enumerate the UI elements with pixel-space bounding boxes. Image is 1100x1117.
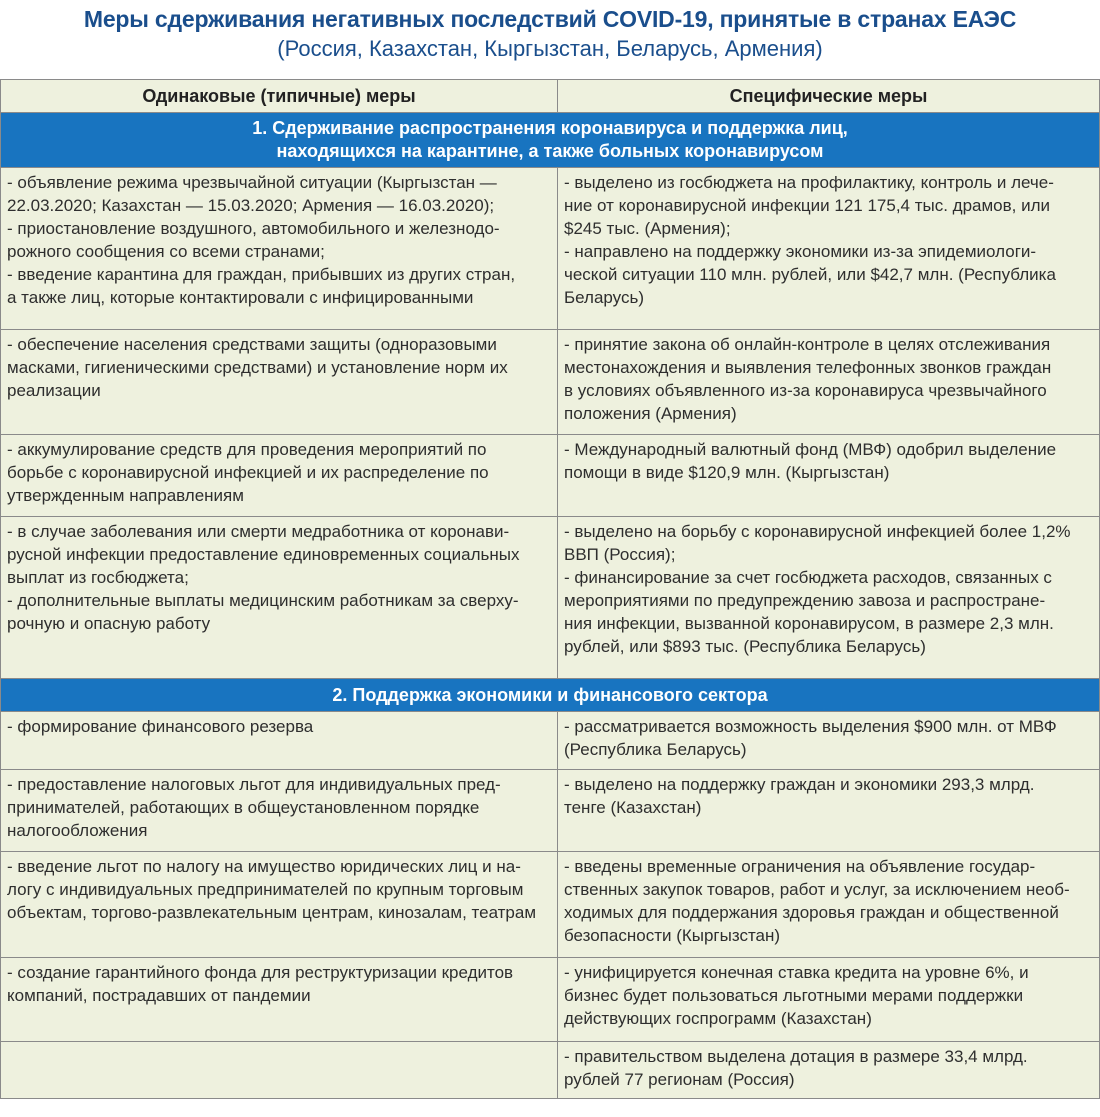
table-row [1,517,1100,679]
table-row [1,958,1100,1042]
typical-measure-cell: - в случае заболевания или смерти медработника от коронави- русной инфекции предоставление единовременных социальных выплат из госбюджета; - дополнительные выплаты медицинским работникам за сверху- рочную и опасную работу [1,517,558,679]
specific-measure-cell: - унифицируется конечная ставка кредита на уровне 6%, и бизнес будет пользоваться льготными мерами поддержки действующих госпрограмм (Казахстан) [558,958,1100,1042]
typical-measure-cell: - создание гарантийного фонда для реструктуризации кредитов компаний, пострадавших от пандемии [1,958,558,1042]
table-row [1,330,1100,435]
column-header-typical: Одинаковые (типичные) меры [1,80,558,113]
section-row [1,113,1100,168]
table-row [1,712,1100,770]
specific-measure-cell: - введены временные ограничения на объявление государ- ственных закупок товаров, работ и услуг, за исключением необ- ходимых для поддержания здоровья граждан и общественной безопасности (Кыргызстан) [558,852,1100,958]
section-row [1,679,1100,712]
typical-measure-cell: - формирование финансового резерва [1,712,558,770]
typical-measure-cell [1,1042,558,1099]
typical-measure-cell: - обеспечение населения средствами защиты (одноразовыми масками, гигиеническими средствами) и установление норм их реализации [1,330,558,435]
specific-measure-cell: - выделено из госбюджета на профилактику, контроль и лече- ние от коронавирусной инфекции 121 175,4 тыс. драмов, или $245 тыс. (Армения); - направлено на поддержку экономики из-за эпидемиологи- ческой ситуации 110 млн. рублей, или $42,7 млн. (Республика Беларусь) [558,168,1100,330]
table-row [1,852,1100,958]
measures-table [0,79,1100,1099]
specific-measure-cell: - выделено на поддержку граждан и экономики 293,3 млрд. тенге (Казахстан) [558,770,1100,852]
title-block [0,0,1100,78]
specific-measure-cell: - выделено на борьбу с коронавирусной инфекцией более 1,2% ВВП (Россия); - финансирование за счет госбюджета расходов, связанных с мероприятиями по предупреждению завоза и распростране- ния инфекции, вызванной коронавирусом, в размере 2,3 млн. рублей, или $893 тыс. (Республика Беларусь) [558,517,1100,679]
specific-measure-cell: - рассматривается возможность выделения $900 млн. от МВФ (Республика Беларусь) [558,712,1100,770]
specific-measure-cell: - Международный валютный фонд (МВФ) одобрил выделение помощи в виде $120,9 млн. (Кыргызстан) [558,435,1100,517]
table-row [1,435,1100,517]
document-subtitle: (Россия, Казахстан, Кыргызстан, Беларусь, Армения) [277,36,823,61]
column-header-specific: Специфические меры [558,80,1100,113]
typical-measure-cell: - объявление режима чрезвычайной ситуации (Кыргызстан — 22.03.2020; Казахстан — 15.03.2020; Армения — 16.03.2020); - приостановление воздушного, автомобильного и железнодо- рожного сообщения со всеми странами; - введение карантина для граждан, прибывших из других стран, а также лиц, которые контактировали с инфицированными [1,168,558,330]
section-heading-2: 2. Поддержка экономики и финансового сектора [1,679,1100,712]
typical-measure-cell: - аккумулирование средств для проведения мероприятий по борьбе с коронавирусной инфекцией и их распределение по утвержденным направлениям [1,435,558,517]
table-row [1,770,1100,852]
table-row [1,1042,1100,1099]
document-title: Меры сдерживания негативных последствий COVID-19, принятые в странах ЕАЭС [83,6,1017,32]
table-row [1,168,1100,330]
typical-measure-cell: - предоставление налоговых льгот для индивидуальных пред- принимателей, работающих в общеустановленном порядке налогообложения [1,770,558,852]
specific-measure-cell: - принятие закона об онлайн-контроле в целях отслеживания местонахождения и выявления телефонных звонков граждан в условиях объявленного из-за коронавируса чрезвычайного положения (Армения) [558,330,1100,435]
specific-measure-cell: - правительством выделена дотация в размере 33,4 млрд. рублей 77 регионам (Россия) [558,1042,1100,1099]
section-heading-1: 1. Сдерживание распространения коронавируса и поддержка лиц, находящихся на карантине, а также больных коронавирусом [1,113,1100,168]
header-row [1,80,1100,113]
typical-measure-cell: - введение льгот по налогу на имущество юридических лиц и на- логу с индивидуальных предпринимателей по крупным торговым объектам, торгово-развлекательным центрам, кинозалам, театрам [1,852,558,958]
